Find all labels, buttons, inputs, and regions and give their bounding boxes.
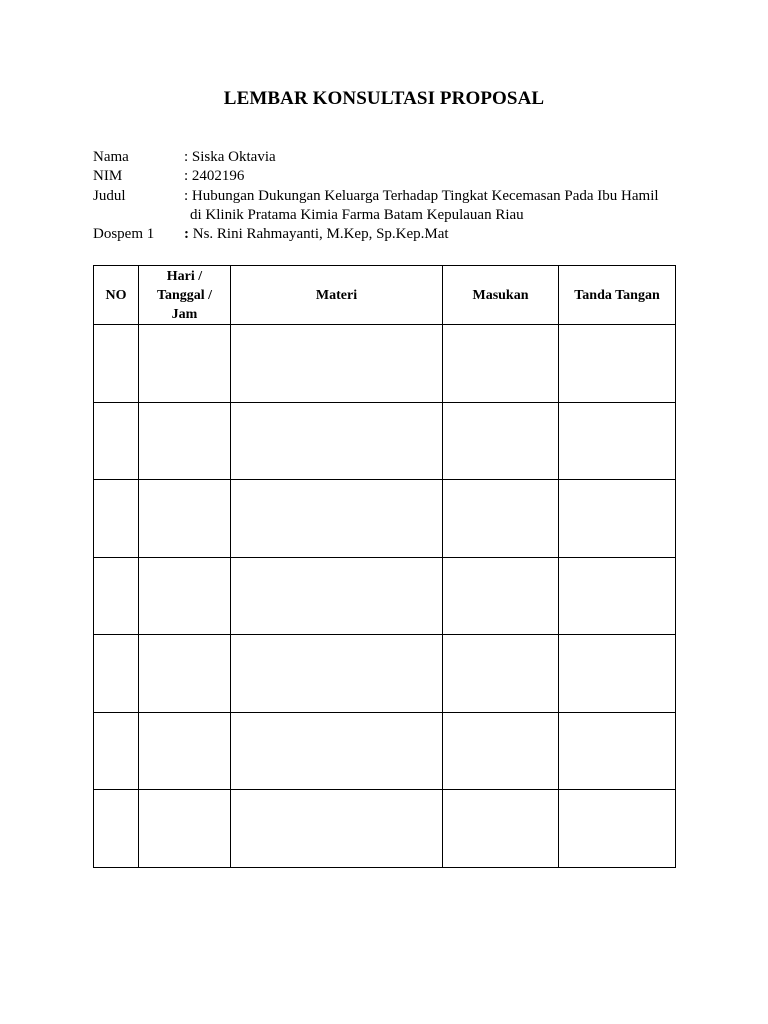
cell-materi [231,557,443,635]
cell-tanda-tangan [559,325,676,403]
table-row [94,712,676,790]
table-body [94,325,676,868]
nim-label: NIM [93,168,123,185]
table-row [94,557,676,635]
table-row [94,402,676,480]
cell-no [94,790,139,868]
cell-tanda-tangan [559,712,676,790]
judul-value [184,187,659,226]
table-row [94,635,676,713]
header-masukan: Masukan [443,266,559,325]
cell-masukan [443,557,559,635]
cell-hari-tanggal-jam [139,325,231,403]
judul-label: Judul [93,187,126,204]
judul-value-line1: : Hubungan Dukungan Keluarga Terhadap Tingkat Kecemasan Pada Ibu Hamil [184,187,659,204]
cell-hari-tanggal-jam [139,402,231,480]
cell-no [94,712,139,790]
cell-masukan [443,480,559,558]
header-no: NO [94,266,139,325]
cell-no [94,557,139,635]
header-hari-tanggal-jam [139,266,231,325]
table-row [94,790,676,868]
cell-no [94,635,139,713]
header-tanda-tangan: Tanda Tangan [559,266,676,325]
cell-masukan [443,402,559,480]
table-row [94,325,676,403]
nama-value: : Siska Oktavia [184,149,276,165]
cell-masukan [443,325,559,403]
cell-tanda-tangan [559,557,676,635]
cell-tanda-tangan [559,635,676,713]
table-header-row [94,266,676,325]
cell-hari-tanggal-jam [139,635,231,713]
cell-hari-tanggal-jam [139,712,231,790]
cell-tanda-tangan [559,480,676,558]
cell-no [94,402,139,480]
cell-materi [231,480,443,558]
cell-masukan [443,635,559,713]
cell-materi [231,325,443,403]
cell-materi [231,712,443,790]
dospem-value [184,225,449,244]
dospem-name: Ns. Rini Rahmayanti, M.Kep, Sp.Kep.Mat [189,226,449,243]
cell-tanda-tangan [559,790,676,868]
header-hari-line1: Hari / [166,268,203,284]
dospem-label: Dospem 1 [93,226,155,243]
nim-value: : 2402196 [184,168,245,185]
document-title: LEMBAR KONSULTASI PROPOSAL [223,88,545,109]
header-hari-line2: Tanggal / [156,287,213,303]
dospem-colon: : [184,226,189,243]
nama-label: Nama [93,149,129,165]
header-hari-line3: Jam [171,306,198,322]
table-row [94,480,676,558]
cell-materi [231,790,443,868]
header-materi: Materi [231,266,443,325]
cell-materi [231,402,443,480]
cell-hari-tanggal-jam [139,480,231,558]
cell-masukan [443,712,559,790]
cell-tanda-tangan [559,402,676,480]
cell-hari-tanggal-jam [139,557,231,635]
consultation-table [93,265,676,868]
cell-no [94,325,139,403]
cell-materi [231,635,443,713]
judul-value-line2: di Klinik Pratama Kimia Farma Batam Kepulauan Riau [190,206,524,223]
cell-no [94,480,139,558]
cell-masukan [443,790,559,868]
cell-hari-tanggal-jam [139,790,231,868]
